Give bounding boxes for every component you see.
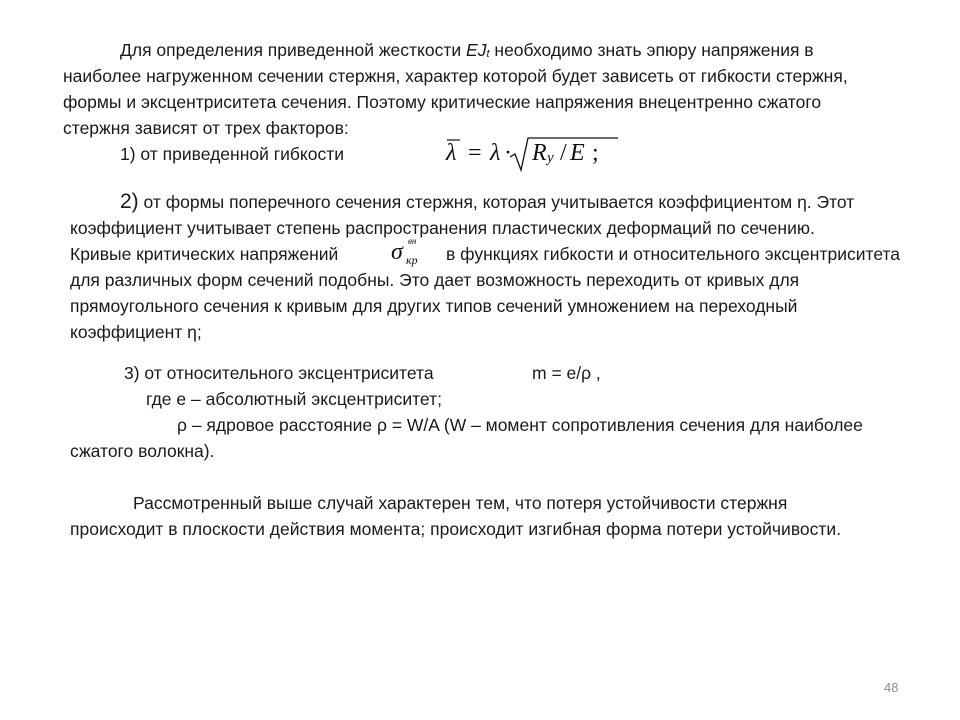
conclusion-line2: происходит в плоскости действия момента; происходит изгибная форма потери устойчивости. [70,519,842,539]
factor3-line3: ρ – ядровое расстояние ρ = W/A (W – момент сопротивления сечения для наиболее [177,415,863,435]
factor2-line2: коэффициент учитывает степень распространения пластических деформаций по сечению. [70,218,815,238]
sigma-glyph: σ [391,239,403,265]
critical-stress-symbol [391,235,433,271]
overline-mark [447,138,461,142]
multiply-dot: · [504,140,512,166]
factor2-line4: для различных форм сечений подобны. Это дает возможность переходить от кривых для [70,270,800,290]
factor2-line6: коэффициент η; [70,322,202,342]
factor1-text: 1) от приведенной гибкости [120,144,345,164]
paragraph1-line3: формы и эксцентриситета сечения. Поэтому критические напряжения внецентренно сжатого [63,92,822,112]
paragraph1-line4: стержня зависят от трех факторов: [63,118,349,138]
sqrt-slash: / [560,140,567,166]
paragraph1-text-after: необходимо знать эпюру напряжения в [489,40,814,60]
factor2-line1-text: от формы поперечного сечения стержня, которая учитывается коэффициентом η. Этот [138,192,855,212]
formula-semicolon: ; [592,140,599,166]
sqrt-subscript: y [547,150,554,166]
factor3-line4: сжатого волокна). [70,441,215,461]
factor2-line3-before: Кривые критических напряжений [70,244,339,264]
lambda: λ [490,140,501,166]
factor3-line1: 3) от относительного эксцентриситета [124,363,434,383]
ej-main: EJ [466,40,487,60]
conclusion-line1: Рассмотренный выше случай характерен тем, что потеря устойчивости стержня [133,493,788,513]
factor2-line3-after: в функциях гибкости и относительного эксцентриситета [446,244,901,264]
ej-subscript: t [486,48,490,60]
paragraph1-line1 [120,38,814,66]
factor3-line2: где e – абсолютный эксцентриситет; [146,389,442,409]
paragraph1-text: Для определения приведенной жесткости [120,40,467,60]
sqrt-numerator: R [532,140,547,166]
sigma-superscript: вн [408,236,417,246]
lambda-bar: λ [446,140,457,166]
factor2-number: 2) [120,190,139,213]
page-number: 48 [884,680,899,695]
factor2-line1 [120,190,854,214]
paragraph1-line2: наиболее нагруженном сечении стержня, характер которой будет зависеть от гибкости стержня, [63,66,848,86]
eccentricity-formula: m = e/ρ , [532,363,601,383]
factor2-line5: прямоугольного сечения к кривым для других типов сечений умножением на переходный [70,296,798,316]
ej-symbol [466,40,490,60]
equals-sign: = [468,140,482,166]
sqrt-denominator: E [570,140,585,166]
sigma-subscript: кр [406,253,418,267]
